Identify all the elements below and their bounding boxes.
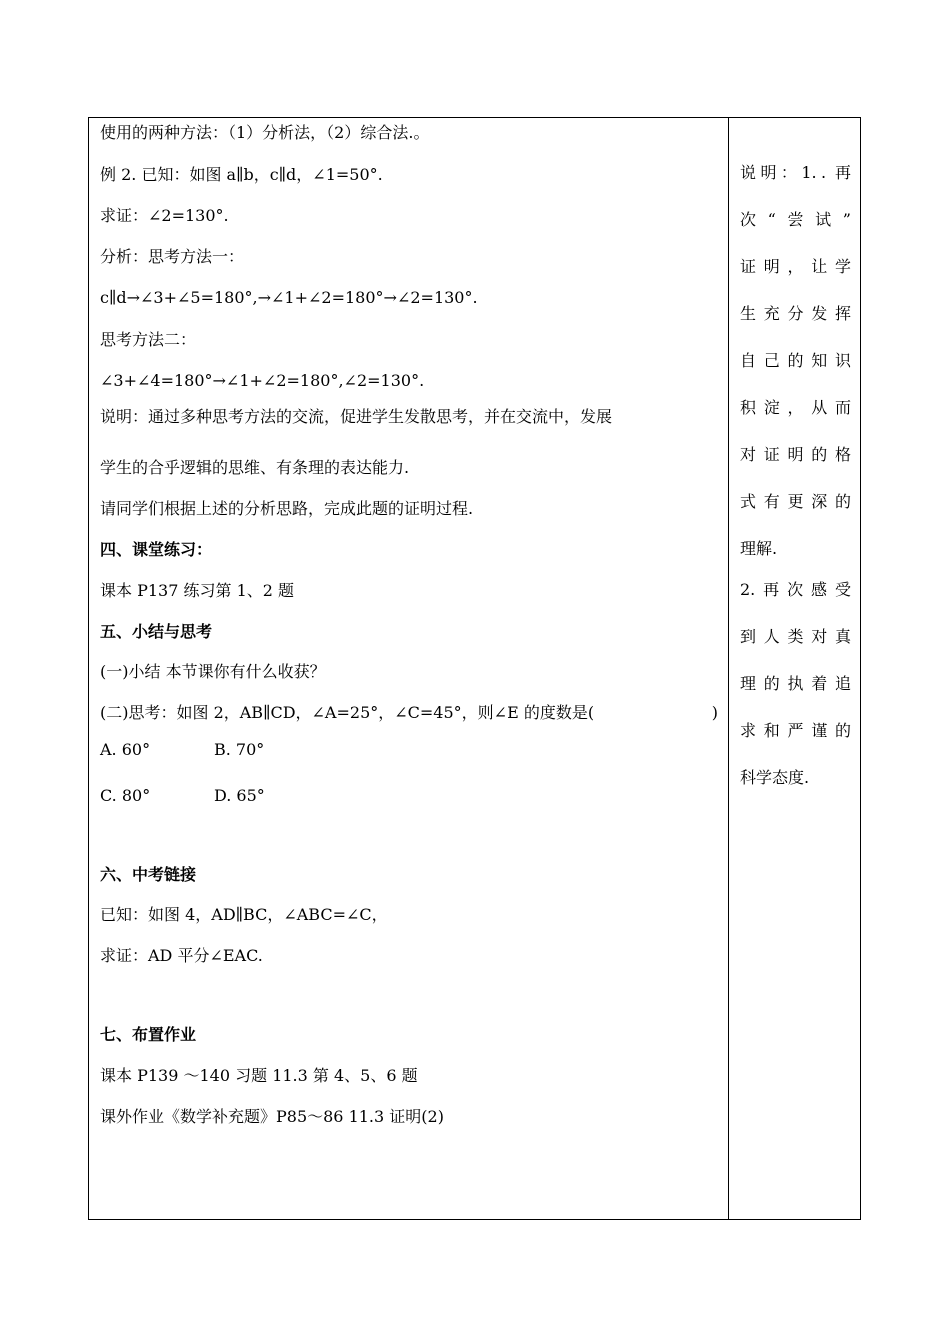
- analysis-method-2-label: 思考方法二：: [100, 330, 197, 349]
- section-heading-exam-link: 六、中考链接: [100, 865, 197, 884]
- note-line: 到 人 类 对 真: [740, 627, 851, 646]
- note-line: 次 “ 尝 试 ”: [740, 210, 851, 229]
- section-heading-homework: 七、布置作业: [100, 1025, 197, 1044]
- note-line: 2. 再 次 感 受: [740, 580, 851, 599]
- choice-row-2: [100, 786, 328, 806]
- main-column: [100, 118, 720, 1219]
- note-line: 式 有 更 深 的: [740, 492, 851, 511]
- note-line: 求 和 严 谨 的: [740, 721, 851, 740]
- note-line: 理 的 执 着 追: [740, 674, 851, 693]
- thinking-question: (二)思考：如图 2，AB∥CD，∠A=25°，∠C=45°，则∠E 的度数是( ): [100, 703, 718, 722]
- example-2-prove: 求证：∠2=130°.: [100, 206, 229, 225]
- choice-c: C. 80°: [100, 786, 151, 805]
- proof-instruction: 请同学们根据上述的分析思路，完成此题的证明过程.: [100, 499, 474, 518]
- note-line: 积 淀 ， 从 而: [740, 398, 851, 417]
- note-line: 理解.: [740, 539, 778, 558]
- analysis-method-1-chain: c∥d→∠3+∠5=180°,→∠1+∠2=180°→∠2=130°.: [100, 288, 478, 307]
- example-2-given: 例 2. 已知：如图 a∥b，c∥d，∠1=50°.: [100, 165, 383, 184]
- column-divider: [728, 118, 729, 1219]
- note-line: 证 明 ， 让 学: [740, 257, 851, 276]
- choice-a: A. 60°: [100, 740, 151, 759]
- exam-prove: 求证：AD 平分∠EAC.: [100, 946, 263, 965]
- choice-row-1: [100, 740, 328, 760]
- choice-d: D. 65°: [214, 786, 265, 805]
- lesson-plan-table: [88, 117, 861, 1220]
- explanation-line-2: 学生的合乎逻辑的思维、有条理的表达能力.: [100, 458, 410, 477]
- summary-question: (一)小结 本节课你有什么收获？: [100, 662, 326, 681]
- note-line: 对 证 明 的 格: [740, 445, 851, 464]
- analysis-method-1-label: 分析：思考方法一：: [100, 247, 245, 266]
- homework-textbook: 课本 P139 ～140 习题 11.3 第 4、5、6 题: [100, 1066, 418, 1085]
- note-line: 生 充 分 发 挥: [740, 304, 851, 323]
- practice-assignment: 课本 P137 练习第 1、2 题: [100, 581, 295, 600]
- exam-given: 已知：如图 4，AD∥BC，∠ABC=∠C，: [100, 905, 388, 924]
- note-line: 自 己 的 知 识: [740, 351, 851, 370]
- note-line: 说 明 ： 1. . 再: [740, 163, 851, 182]
- section-heading-practice: 四、课堂练习：: [100, 540, 213, 559]
- choice-b: B. 70°: [214, 740, 265, 759]
- homework-extra: 课外作业《数学补充题》P85～86 11.3 证明(2): [100, 1107, 444, 1126]
- notes-column: [740, 118, 851, 1219]
- methods-line: 使用的两种方法：（1）分析法，（2）综合法.。: [100, 123, 430, 142]
- note-line: 科学态度.: [740, 768, 810, 787]
- explanation-line-1: 说明：通过多种思考方法的交流，促进学生发散思考，并在交流中，发展: [100, 407, 613, 426]
- section-heading-summary: 五、小结与思考: [100, 622, 213, 641]
- analysis-method-2-chain: ∠3+∠4=180°→∠1+∠2=180°,∠2=130°.: [100, 371, 425, 390]
